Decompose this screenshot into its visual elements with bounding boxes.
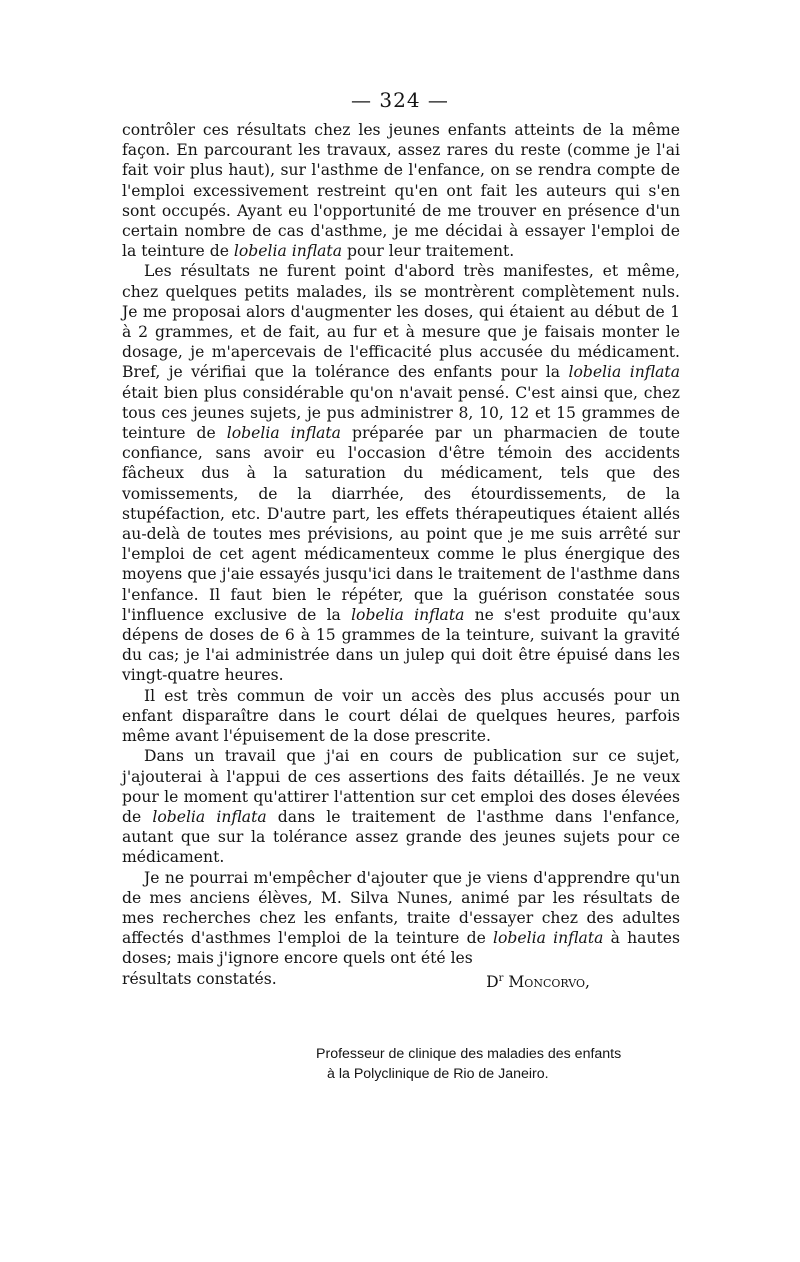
text-run: ne s'est produite qu'aux dépens de doses de 6 à 15 grammes de la teinture, suivant la gravité du cas; je l'ai administrée dans un julep qui doit être épuisé dans les vingt-quatre heures. <box>122 605 680 685</box>
text-run: était bien plus considérable qu'on n'avait pensé. C'est ainsi que, chez tous ces jeunes sujets, je pus administrer 8, 10, 12 et 15 grammes de teinture de <box>122 383 680 443</box>
text-run: Les résultats ne furent point d'abord très manifestes, et même, chez quelques petits malades, ils se montrèrent complètement nuls. Je me proposai alors d'augmenter les doses, qui étaient au début de 1 à 2 grammes, et de fait, au fur et à mesure que je faisais monter le dosage, je m'apercevais de l'efficacité plus accusée du médicament. Bref, je vérifiai que la tolérance des enfants pour la <box>122 262 680 382</box>
paragraph <box>122 261 680 685</box>
closing-text: résultats constatés. <box>122 969 277 988</box>
text-run: Il est très commun de voir un accès des plus accusés pour un enfant disparaître dans le court délai de quelques heures, parfois même avant l'épuisement de la dose prescrite. <box>122 686 680 746</box>
species-name: lobelia inflata <box>351 605 465 624</box>
signature-title-sup: r <box>498 972 504 984</box>
closing-line <box>122 969 680 992</box>
species-name: lobelia inflata <box>568 363 680 382</box>
signature-title: D <box>486 972 499 991</box>
text-run: Je ne pourrai m'empêcher d'ajouter que je viens d'apprendre qu'un de mes anciens élèves, M. Silva Nunes, animé par les résultats de mes recherches chez les enfants, traite d'essayer chez des adultes affectés d'asthmes l'emploi de la teinture de <box>122 868 680 948</box>
paragraph <box>122 746 680 867</box>
species-name: lobelia inflata <box>493 929 604 948</box>
affiliation-line: à la Polyclinique de Rio de Janeiro. <box>327 1066 549 1082</box>
text-run: préparée par un pharmacien de toute confiance, sans avoir eu l'occasion d'être témoin des accidents fâcheux dus à la saturation du médicament, tels que des vomissements, de la diarrhée, des étourdissements, de la stupéfaction, etc. D'autre part, les effets thérapeutiques étaient allés au-delà de toutes mes prévisions, au point que je me suis arrêté sur l'emploi de cet agent médicamenteux comme le plus énergique des moyens que j'aie essayés jusqu'ici dans le traitement de l'asthme dans l'enfance. Il faut bien le répéter, que la guérison constatée sous l'influence exclusive de la <box>122 424 680 624</box>
paragraph <box>122 120 680 261</box>
text-run: contrôler ces résultats chez les jeunes enfants atteints de la même façon. En parcourant les travaux, assez rares du reste (comme je l'ai fait voir plus haut), sur l'asthme de l'enfance, on se rendra compte de l'emploi excessivement restreint qu'en ont fait les auteurs qui s'en sont occupés. Ayant eu l'opportunité de me trouver en présence d'un certain nombre de cas d'asthme, je me décidai à essayer l'emploi de la teinture de <box>122 121 680 261</box>
text-run: Dans un travail que j'ai en cours de publication sur ce sujet, j'ajouterai à l'appui de ces assertions des faits détaillés. Je ne veux pour le moment qu'attirer l'attention sur cet emploi des doses élevées de <box>122 747 680 826</box>
signature-name: Moncorvo, <box>508 972 590 991</box>
author-signature <box>486 969 680 992</box>
author-affiliation <box>316 1044 696 1084</box>
paragraphs <box>122 120 680 969</box>
text-run: à hautes doses; mais j'ignore encore quels ont été les <box>122 929 680 968</box>
paragraph <box>122 686 680 747</box>
species-name: lobelia inflata <box>226 424 341 443</box>
affiliation-line: Professeur de clinique des maladies des enfants <box>316 1046 622 1062</box>
species-name: lobelia inflata <box>233 242 342 261</box>
species-name: lobelia inflata <box>152 807 267 826</box>
article-body <box>122 120 680 992</box>
text-run: pour leur traitement. <box>342 242 515 261</box>
text-run: dans le traitement de l'asthme dans l'enfance, autant que sur la tolérance assez grande des jeunes sujets pour ce médicament. <box>122 807 681 867</box>
paragraph <box>122 868 680 969</box>
page-number: — 324 — <box>351 88 449 112</box>
